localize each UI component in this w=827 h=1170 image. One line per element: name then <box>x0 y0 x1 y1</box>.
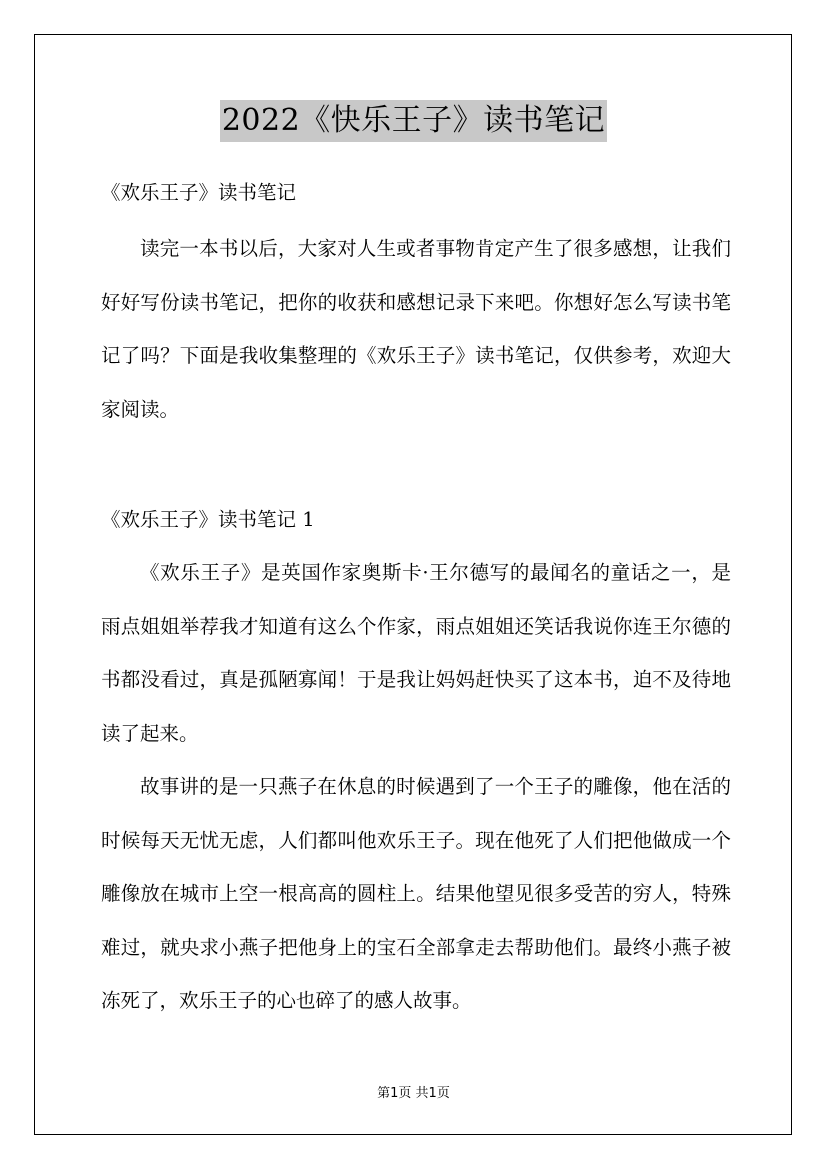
intro-paragraph: 读完一本书以后，大家对人生或者事物肯定产生了很多感想，让我们好好写份读书笔记，把你的收获和感想记录下来吧。你想好怎么写读书笔记了吗？下面是我收集整理的《欢乐王子》读书笔记，仅供参考，欢迎大家阅读。 <box>101 237 731 421</box>
intro-section <box>101 222 731 436</box>
document-subtitle: 《欢乐王子》读书笔记 <box>101 181 297 204</box>
section-paragraph-2: 故事讲的是一只燕子在休息的时候遇到了一个王子的雕像，他在活的时候每天无忧无虑，人们都叫他欢乐王子。现在他死了人们把他做成一个雕像放在城市上空一根高高的圆柱上。结果他望见很多受苦的穷人，特殊难过，就央求小燕子把他身上的宝石全部拿走去帮助他们。最终小燕子被冻死了，欢乐王子的心也碎了的感人故事。 <box>101 775 731 1012</box>
section-heading: 《欢乐王子》读书笔记 1 <box>101 508 315 531</box>
page-number-footer: 第1页 共1页 <box>377 1086 450 1101</box>
title-container <box>0 100 827 142</box>
document-title: 2022《快乐王子》读书笔记 <box>220 100 607 142</box>
section-body <box>101 546 731 1028</box>
section-paragraph-1: 《欢乐王子》是英国作家奥斯卡·王尔德写的最闻名的童话之一，是雨点姐姐举荐我才知道有这么个作家，雨点姐姐还笑话我说你连王尔德的书都没看过，真是孤陋寡闻！于是我让妈妈赶快买了这本书，迫不及待地读了起来。 <box>101 561 731 745</box>
